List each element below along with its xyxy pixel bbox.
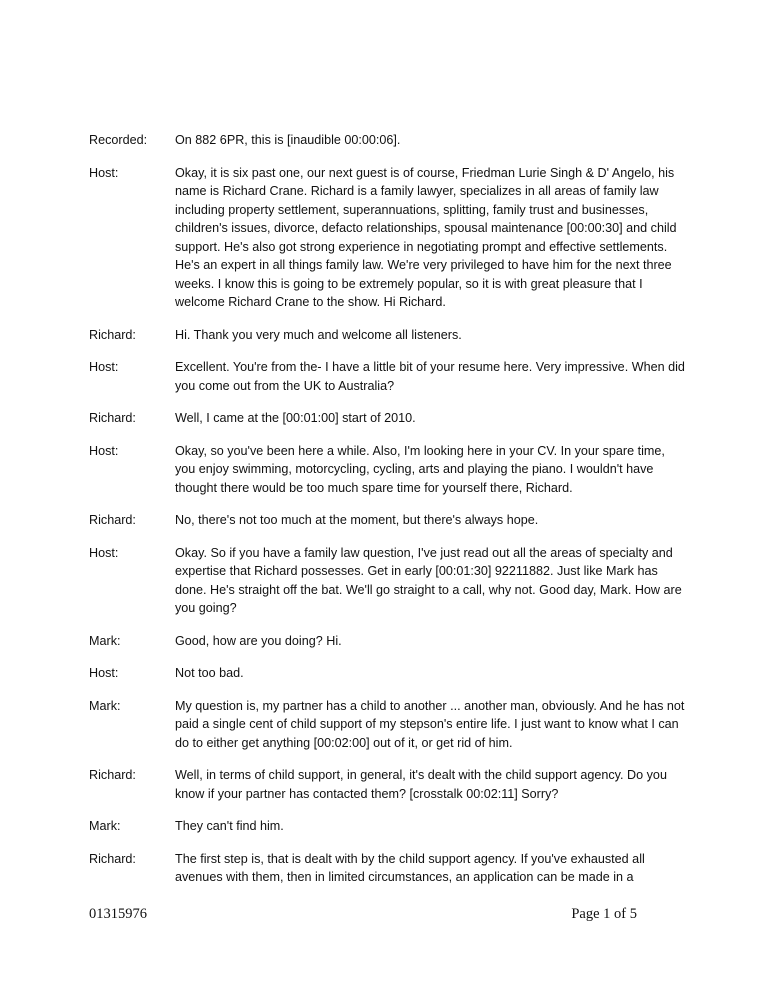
- transcript-entry: [89, 164, 689, 312]
- transcript-entry: [89, 664, 689, 683]
- transcript-entry: [89, 632, 689, 651]
- speaker-label: Mark:: [89, 633, 121, 648]
- speech-text: Well, in terms of child support, in general, it's dealt with the child support agency. Do you know if your partner has contacted them? [crosstalk 00:02:11] Sorry?: [175, 768, 667, 801]
- transcript-entry: [89, 442, 689, 498]
- transcript: [89, 131, 689, 901]
- transcript-entry: [89, 850, 689, 887]
- page-footer: [89, 906, 637, 923]
- transcript-entry: [89, 358, 689, 395]
- speech-text: Okay, it is six past one, our next guest is of course, Friedman Lurie Singh & D' Angelo, his name is Richard Crane. Richard is a family lawyer, specializes in all areas of family law including property settlement, superannuations, splitting, family trust and businesses, children's issues, divorce, defacto relationships, spousal maintenance [00:00:30] and child support. He's also got strong experience in negotiating prompt and effective settlements. He's an expert in all things family law. We're very privileged to have him for the next three weeks. I know this is going to be extremely popular, so it is with great pleasure that I welcome Richard Crane to the show. Hi Richard.: [175, 165, 677, 309]
- speech-text: Hi. Thank you very much and welcome all listeners.: [175, 327, 462, 342]
- speaker-label: Richard:: [89, 851, 136, 866]
- transcript-entry: [89, 697, 689, 753]
- speaker-label: Recorded:: [89, 133, 148, 147]
- speaker-label: Host:: [89, 666, 119, 680]
- transcript-entry: [89, 511, 689, 530]
- speech-text: They can't find him.: [175, 819, 284, 833]
- speaker-label: Host:: [89, 545, 119, 560]
- speaker-label: Mark:: [89, 698, 121, 713]
- speaker-label: Richard:: [89, 327, 136, 342]
- speech-text: Excellent. You're from the- I have a little bit of your resume here. Very impressive. When did you come out from the UK to Australia?: [175, 360, 685, 393]
- speaker-label: Mark:: [89, 819, 121, 833]
- speech-text: Okay. So if you have a family law question, I've just read out all the areas of specialty and expertise that Richard possesses. Get in early [00:01:30] 92211882. Just like Mark has done. He's straight off the bat. We'll go straight to a call, why not. Good day, Mark. How are you going?: [175, 545, 682, 615]
- speaker-label: Host:: [89, 165, 119, 180]
- speaker-label: Richard:: [89, 513, 136, 527]
- speaker-label: Richard:: [89, 768, 136, 782]
- transcript-entry: [89, 766, 689, 803]
- transcript-entry: [89, 544, 689, 618]
- document-id: 01315976: [89, 906, 147, 922]
- speech-text: The first step is, that is dealt with by the child support agency. If you've exhausted all avenues with them, then in limited circumstances, an application can be made in a: [175, 851, 645, 884]
- page-number: Page 1 of 5: [571, 906, 637, 922]
- speech-text: Okay, so you've been here a while. Also, I'm looking here in your CV. In your spare time, you enjoy swimming, motorcycling, cycling, arts and playing the piano. I wouldn't have thought there would be too much spare time for yourself there, Richard.: [175, 443, 665, 495]
- speaker-label: Host:: [89, 443, 119, 458]
- speech-text: Well, I came at the [00:01:00] start of 2010.: [175, 411, 416, 425]
- transcript-entry: [89, 326, 689, 345]
- speech-text: Not too bad.: [175, 666, 244, 680]
- transcript-entry: [89, 817, 689, 836]
- transcript-entry: [89, 131, 689, 150]
- speech-text: On 882 6PR, this is [inaudible 00:00:06].: [175, 133, 401, 147]
- speaker-label: Host:: [89, 360, 119, 374]
- speech-text: My question is, my partner has a child to another ... another man, obviously. And he has not paid a single cent of child support of my stepson's entire life. I just want to know what I can do to either get anything [00:02:00] out of it, or get rid of him.: [175, 698, 685, 750]
- speaker-label: Richard:: [89, 411, 136, 425]
- speech-text: No, there's not too much at the moment, but there's always hope.: [175, 513, 539, 527]
- speech-text: Good, how are you doing? Hi.: [175, 633, 342, 648]
- transcript-entry: [89, 409, 689, 428]
